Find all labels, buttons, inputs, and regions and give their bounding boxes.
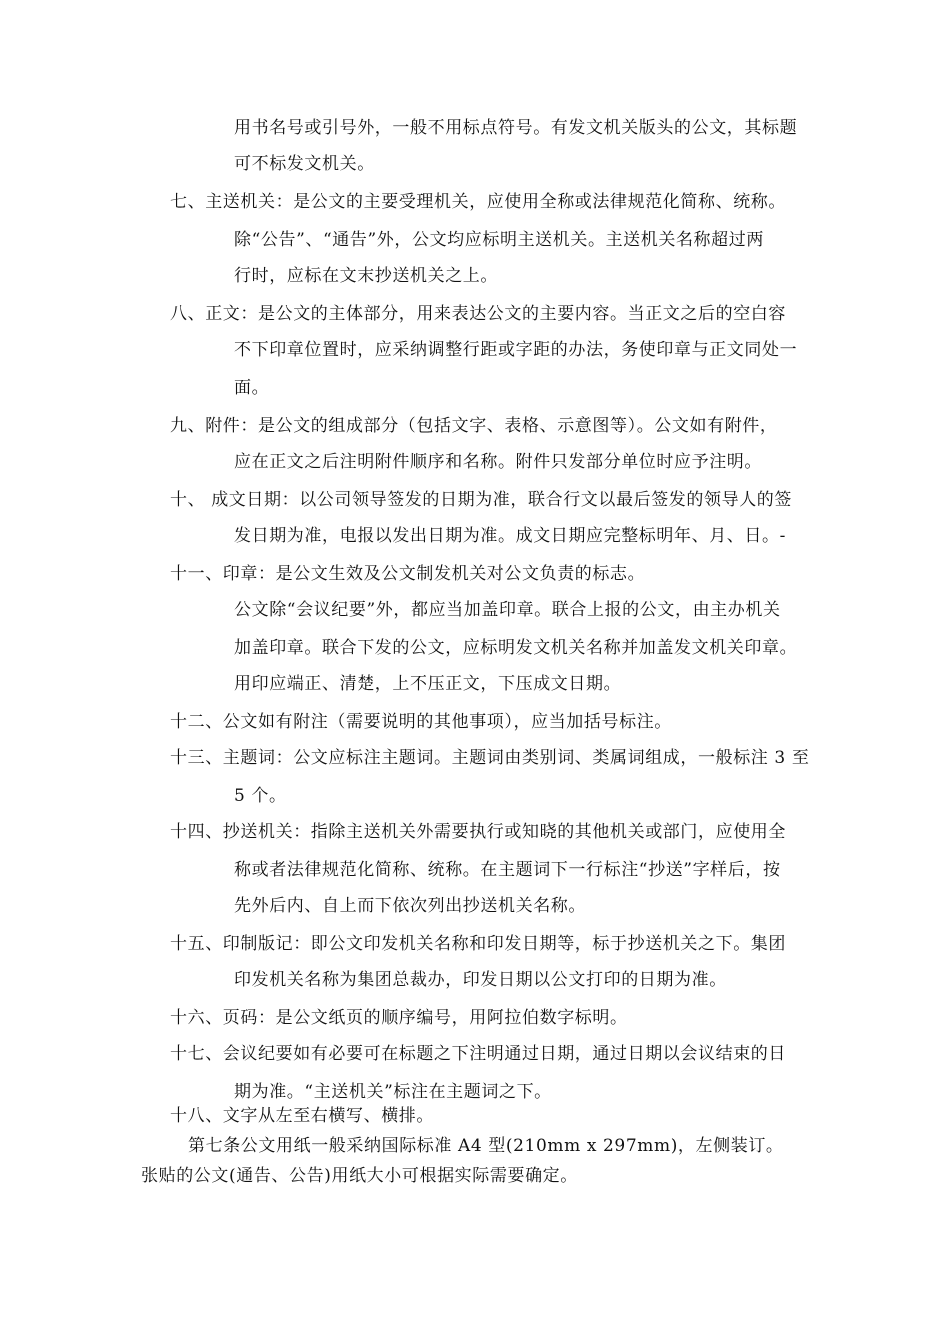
text-line: 不下印章位置时，应采纳调整行距或字距的办法，务使印章与正文同处一	[234, 340, 798, 360]
text-line: 十一、印章：是公文生效及公文制发机关对公文负责的标志。	[170, 564, 646, 584]
text-line: 第七条公文用纸一般采纳国际标准 A4 型(210mm x 297mm)，左侧装订。	[188, 1136, 784, 1156]
text-line: 十六、页码：是公文纸页的顺序编号，用阿拉伯数字标明。	[170, 1008, 628, 1028]
text-line: 发日期为准，电报以发出日期为准。成文日期应完整标明年、月、日。-	[234, 526, 786, 546]
text-line: 用书名号或引号外，一般不用标点符号。有发文机关版头的公文，其标题	[234, 118, 798, 138]
text-line: 先外后内、自上而下依次列出抄送机关名称。	[234, 896, 586, 916]
text-line: 十七、会议纪要如有必要可在标题之下注明通过日期，通过日期以会议结束的日	[170, 1044, 786, 1064]
text-line: 公文除“会议纪要”外，都应当加盖印章。联合上报的公文，由主办机关	[234, 600, 781, 620]
text-line: 应在正文之后注明附件顺序和名称。附件只发部分单位时应予注明。	[234, 452, 762, 472]
text-line: 七、主送机关：是公文的主要受理机关，应使用全称或法律规范化简称、统称。	[170, 192, 786, 212]
text-line: 十四、抄送机关：指除主送机关外需要执行或知晓的其他机关或部门，应使用全	[170, 822, 786, 842]
text-line: 用印应端正、清楚，上不压正文，下压成文日期。	[234, 674, 622, 694]
text-line: 称或者法律规范化简称、统称。在主题词下一行标注“抄送”字样后，按	[234, 860, 781, 880]
text-line: 可不标发文机关。	[234, 154, 375, 174]
text-line: 期为准。“主送机关”标注在主题词之下。	[234, 1082, 552, 1102]
text-line: 面。	[234, 378, 270, 398]
text-line: 十三、主题词：公文应标注主题词。主题词由类别词、类属词组成，一般标注 3 至	[170, 748, 810, 768]
text-line: 十、 成文日期：以公司领导签发的日期为准，联合行文以最后签发的领导人的签	[170, 490, 793, 510]
text-line: 十八、文字从左至右横写、横排。	[170, 1106, 434, 1126]
text-line: 除“公告”、“通告”外，公文均应标明主送机关。主送机关名称超过两	[234, 230, 764, 250]
text-line: 加盖印章。联合下发的公文，应标明发文机关名称并加盖发文机关印章。	[234, 638, 798, 658]
text-line: 九、附件：是公文的组成部分（包括文字、表格、示意图等）。公文如有附件，	[170, 416, 778, 436]
text-line: 十二、公文如有附注（需要说明的其他事项），应当加括号标注。	[170, 712, 672, 732]
text-line: 八、正文：是公文的主体部分，用来表达公文的主要内容。当正文之后的空白容	[170, 304, 786, 324]
text-line: 张贴的公文(通告、公告)用纸大小可根据实际需要确定。	[141, 1166, 578, 1186]
text-line: 5 个。	[234, 786, 287, 806]
text-line: 十五、印制版记：即公文印发机关名称和印发日期等，标于抄送机关之下。集团	[170, 934, 786, 954]
text-line: 印发机关名称为集团总裁办，印发日期以公文打印的日期为准。	[234, 970, 727, 990]
text-line: 行时，应标在文末抄送机关之上。	[234, 266, 498, 286]
